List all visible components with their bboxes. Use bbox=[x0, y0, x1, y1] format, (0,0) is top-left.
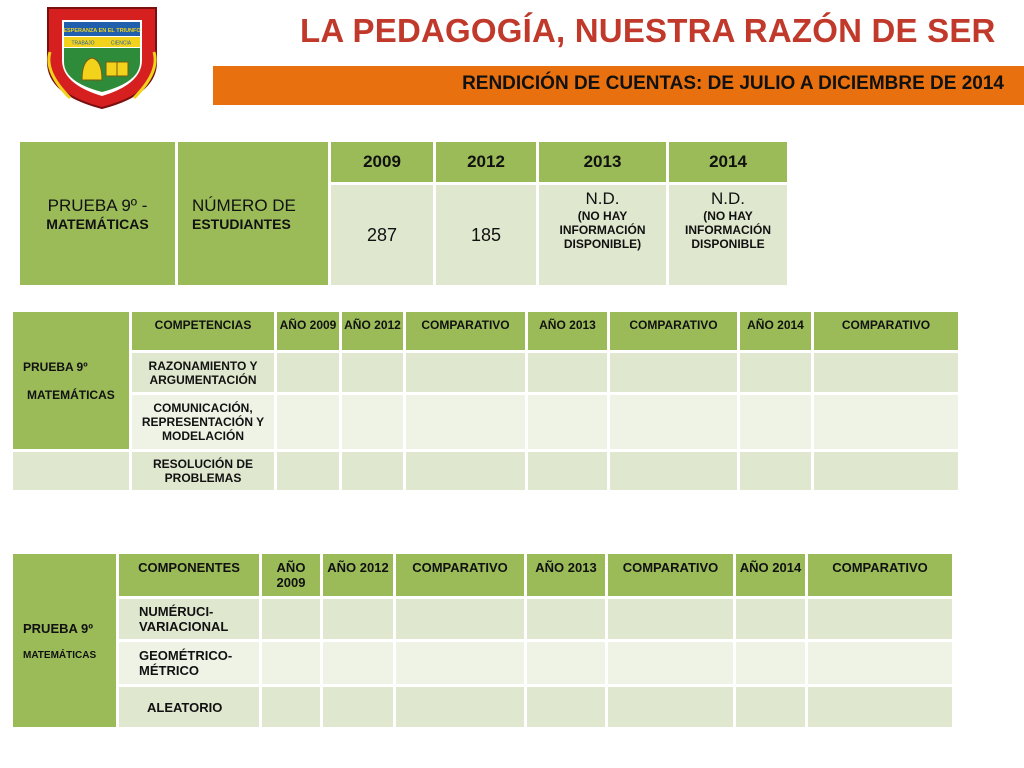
componentes-label-cell bbox=[13, 554, 116, 727]
test-label-cell bbox=[20, 142, 175, 285]
header-comparativo-3: COMPARATIVO bbox=[808, 554, 952, 596]
header-comparativo-3: COMPARATIVO bbox=[814, 312, 958, 350]
subtitle-banner bbox=[213, 66, 1024, 105]
header-ano-2014: AÑO 2014 bbox=[740, 312, 811, 350]
value-2014-note: (NO HAY INFORMACIÓN DISPONIBLE bbox=[685, 209, 771, 251]
banner-text: RENDICIÓN DE CUENTAS: DE JULIO A DICIEMBRE DE 2014 bbox=[462, 73, 1004, 94]
header-ano-2012: AÑO 2012 bbox=[323, 554, 393, 596]
componente-row-label: ALEATORIO bbox=[119, 687, 259, 727]
page-title: LA PEDAGOGÍA, NUESTRA RAZÓN DE SER bbox=[300, 12, 996, 49]
header-comparativo-1: COMPARATIVO bbox=[396, 554, 524, 596]
header-componentes: COMPONENTES bbox=[119, 554, 259, 596]
header-ano-2013: AÑO 2013 bbox=[528, 312, 607, 350]
value-2012: 185 bbox=[436, 185, 536, 285]
value-2013 bbox=[539, 185, 666, 285]
year-2014-header: 2014 bbox=[669, 142, 787, 182]
students-table bbox=[17, 139, 790, 288]
header-comparativo-1: COMPARATIVO bbox=[406, 312, 525, 350]
year-2009-header: 2009 bbox=[331, 142, 433, 182]
test-label: PRUEBA 9º - bbox=[47, 195, 148, 215]
year-2013-header: 2013 bbox=[539, 142, 666, 182]
componentes-table bbox=[10, 551, 955, 730]
header-ano-2012: AÑO 2012 bbox=[342, 312, 403, 350]
students-label-cell bbox=[178, 142, 328, 285]
logo-motto: ESPERANZA EN EL TRIUNFO bbox=[63, 28, 141, 34]
competencias-label-2: MATEMÁTICAS bbox=[27, 387, 115, 402]
logo-word-1: TRABAJO bbox=[71, 40, 95, 47]
componentes-label-2: MATEMÁTICAS bbox=[23, 649, 97, 661]
value-2013-main: N.D. bbox=[585, 189, 620, 208]
competencias-table bbox=[10, 309, 961, 493]
competencia-row-label: COMUNICACIÓN, REPRESENTACIÓN Y MODELACIÓN bbox=[132, 395, 274, 449]
test-subject: MATEMÁTICAS bbox=[46, 215, 149, 232]
header-ano-2014: AÑO 2014 bbox=[736, 554, 805, 596]
header-ano-2013: AÑO 2013 bbox=[527, 554, 605, 596]
students-label-1: NÚMERO DE bbox=[192, 195, 296, 215]
value-2014 bbox=[669, 185, 787, 285]
header-ano-2009: AÑO 2009 bbox=[277, 312, 339, 350]
value-2013-note: (NO HAY INFORMACIÓN DISPONIBLE) bbox=[559, 209, 646, 251]
header-comparativo-2: COMPARATIVO bbox=[610, 312, 737, 350]
value-2014-main: N.D. bbox=[711, 189, 745, 208]
componente-row-label: GEOMÉTRICO-MÉTRICO bbox=[119, 642, 259, 684]
competencia-row-label: RAZONAMIENTO Y ARGUMENTACIÓN bbox=[132, 353, 274, 392]
header-competencias: COMPETENCIAS bbox=[132, 312, 274, 350]
header-ano-2009: AÑO 2009 bbox=[262, 554, 320, 596]
year-2012-header: 2012 bbox=[436, 142, 536, 182]
value-2009: 287 bbox=[331, 185, 433, 285]
logo-word-2: CIENCIA bbox=[110, 40, 132, 47]
componentes-label-1: PRUEBA 9º bbox=[23, 620, 94, 636]
competencia-row-label: RESOLUCIÓN DE PROBLEMAS bbox=[132, 452, 274, 490]
header-comparativo-2: COMPARATIVO bbox=[608, 554, 733, 596]
students-label-2: ESTUDIANTES bbox=[192, 215, 291, 232]
competencias-label-cell bbox=[13, 312, 129, 449]
componente-row-label: NUMÉRUCI-VARIACIONAL bbox=[119, 599, 259, 639]
competencias-label-1: PRUEBA 9º bbox=[23, 359, 88, 374]
school-crest-logo bbox=[40, 2, 164, 110]
